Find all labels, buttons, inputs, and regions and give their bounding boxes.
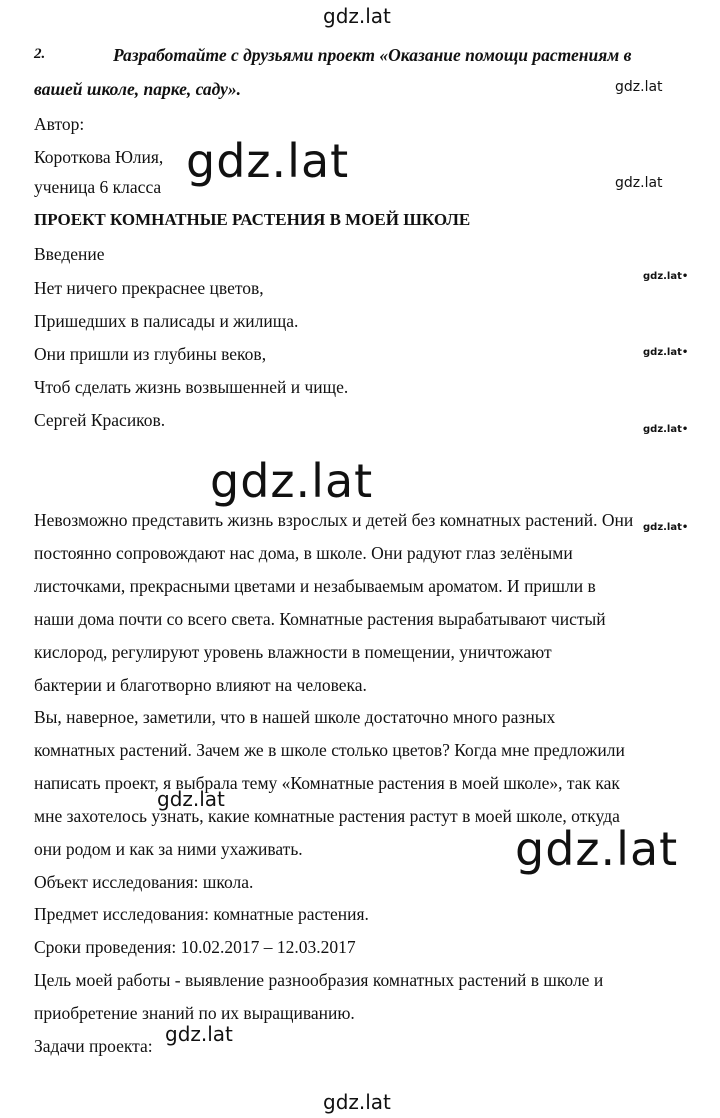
body-line: комнатных растений. Зачем же в школе столько цветов? Когда мне предложили: [34, 740, 625, 760]
body-line: Вы, наверное, заметили, что в нашей школе достаточно много разных: [34, 707, 556, 727]
body-line: Цель моей работы - выявление разнообразия комнатных растений в школе и: [34, 970, 604, 990]
watermark-bottom: gdz.lat: [323, 1090, 391, 1114]
body-line: листочками, прекрасными цветами и незабываемым ароматом. И пришли в: [34, 576, 596, 596]
poem-line: Чтоб сделать жизнь возвышенней и чище.: [34, 377, 349, 397]
research-object: Объект исследования: школа.: [34, 872, 254, 892]
watermark-large: gdz.lat: [210, 454, 374, 508]
intro-heading: Введение: [34, 244, 105, 264]
watermark-top: gdz.lat: [323, 4, 391, 28]
research-subject: Предмет исследования: комнатные растения.: [34, 904, 369, 924]
body-line: написать проект, я выбрала тему «Комнатные растения в моей школе», так как: [34, 773, 620, 793]
poem-line: Они пришли из глубины веков,: [34, 344, 267, 364]
watermark: gdz.lat: [157, 787, 225, 811]
body-line: они родом и как за ними ухаживать.: [34, 839, 303, 859]
body-line: приобретение знаний по их выращиванию.: [34, 1003, 355, 1023]
watermark-small: gdz.lat•: [643, 271, 689, 282]
body-line: наши дома почти со всего света. Комнатные растения вырабатывают чистый: [34, 609, 606, 629]
task-title-line-1: Разработайте с друзьями проект «Оказание помощи растениям в: [113, 45, 632, 65]
project-dates: Сроки проведения: 10.02.2017 – 12.03.2017: [34, 937, 356, 957]
body-line: кислород, регулируют уровень влажности в помещении, уничтожают: [34, 642, 552, 662]
project-title: ПРОЕКТ КОМНАТНЫЕ РАСТЕНИЯ В МОЕЙ ШКОЛЕ: [34, 210, 471, 229]
body-line: постоянно сопровождают нас дома, в школе. Они радуют глаз зелёными: [34, 543, 573, 563]
body-line: Невозможно представить жизнь взрослых и детей без комнатных растений. Они: [34, 510, 634, 530]
poem-author: Сергей Красиков.: [34, 410, 166, 430]
watermark-small: gdz.lat•: [643, 347, 689, 358]
task-title-line-2: вашей школе, парке, саду».: [34, 79, 242, 99]
author-grade: ученица 6 класса: [34, 177, 162, 197]
poem-line: Пришедших в палисады и жилища.: [34, 311, 299, 331]
task-number: 2.: [34, 46, 46, 62]
watermark: gdz.lat: [615, 175, 663, 191]
watermark-large: gdz.lat: [515, 822, 679, 876]
poem-line: Нет ничего прекраснее цветов,: [34, 278, 264, 298]
author-name: Короткова Юлия,: [34, 147, 164, 167]
author-label: Автор:: [34, 114, 85, 134]
watermark-large: gdz.lat: [186, 134, 350, 188]
project-tasks-label: Задачи проекта:: [34, 1036, 153, 1056]
watermark-small: gdz.lat•: [643, 522, 689, 533]
body-line: мне захотелось узнать, какие комнатные растения растут в моей школе, откуда: [34, 806, 620, 826]
watermark-small: gdz.lat•: [643, 424, 689, 435]
body-line: бактерии и благотворно влияют на человека.: [34, 675, 367, 695]
watermark: gdz.lat: [165, 1022, 233, 1046]
watermark: gdz.lat: [615, 79, 663, 95]
